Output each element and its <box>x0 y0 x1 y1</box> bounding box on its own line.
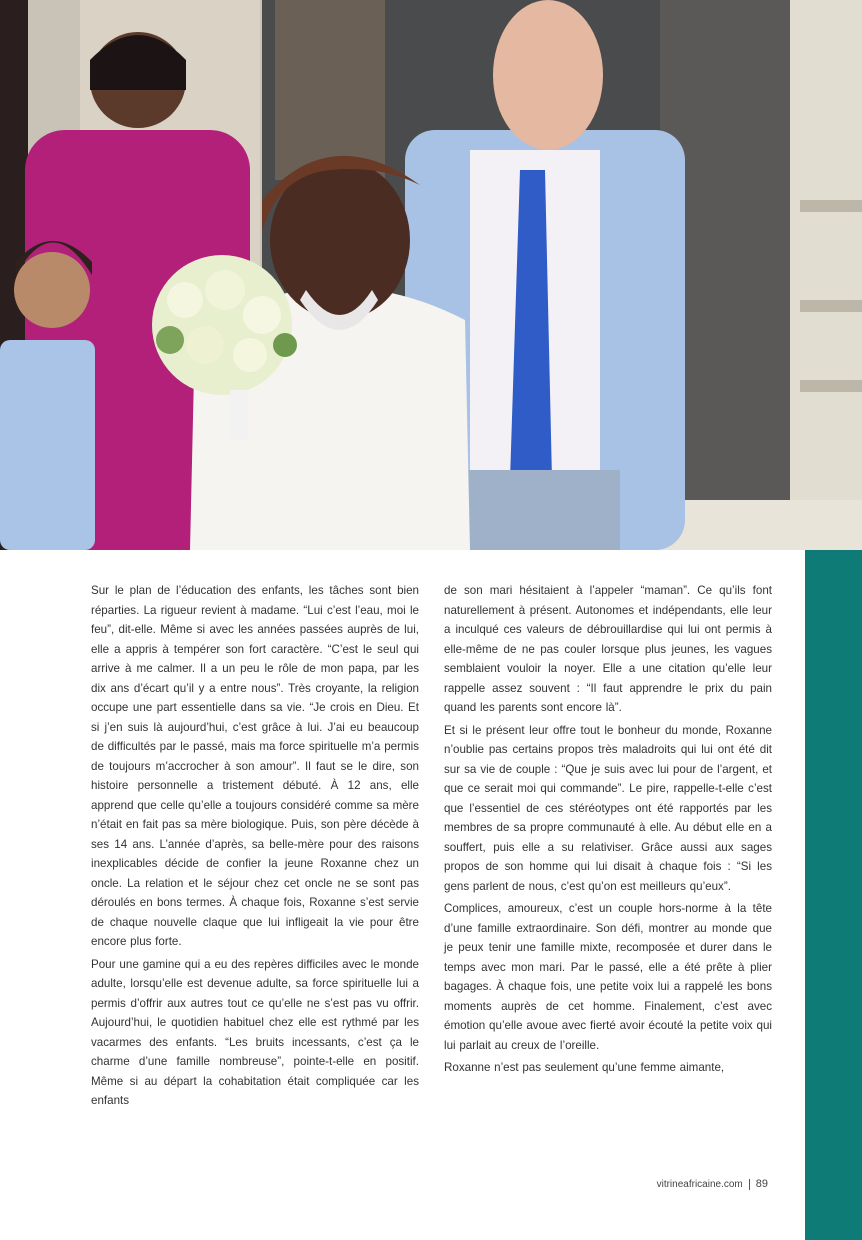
paragraph: Pour une gamine qui a eu des repères difficiles avec le monde adulte, lorsqu’elle est devenue adulte, sa force spirituelle lui a permis d’offrir aux autres tout ce qu’elle ne s’est pas vu offrir. Aujourd’hui, le quotidien habituel chez elle est rythmé par les vacarmes des enfants. “Les bruits incessants, c’est ça le charme d’une famille nombreuse”, pointe-t-elle en positif. Même si au départ la cohabitation était compliquée car les enfants <box>91 957 419 1107</box>
page-footer <box>560 1178 768 1190</box>
paragraph: de son mari hésitaient à l’appeler “maman”. Ce qu’ils font naturellement à présent. Autonomes et indépendants, elle leur a inculqué ces valeurs de débrouillardise qui lui ont permis à elle-même de ne pas couler lorsque plus jeunes, les vagues semblaient vouloir la noyer. Elle a une citation qu’elle leur rappelle assez souvent : “Il faut apprendre le prix du pain quand les parents sont encore là”. <box>444 584 772 714</box>
teal-side-bar <box>805 550 862 1240</box>
article-right-column <box>444 581 772 1081</box>
footer-divider <box>749 1179 750 1190</box>
page-number: 89 <box>755 1178 768 1190</box>
wedding-photo <box>0 0 862 550</box>
website-label: vitrineafricaine.com <box>656 1178 743 1190</box>
wedding-photo-icon <box>0 0 862 550</box>
paragraph: Sur le plan de l’éducation des enfants, les tâches sont bien réparties. La rigueur revient à madame. “Lui c’est l’eau, moi le feu”, dit-elle. Même si avec les années passées auprès de lui, elle a appris à tempérer son fort caractère. “C’est le seul qui arrive à me calmer. Il a un peu le rôle de mon papa, par les dix ans d’écart qu’il y a entre nous”. Très croyante, la religion occupe une part essentielle dans sa vie. “Je crois en Dieu. Et si j’en suis là aujourd’hui, c’est grâce à lui. J’ai eu beaucoup de difficultés par le passé, mais ma force spirituelle m’a permis de toujours m’accrocher à son amour”. Il faut se le dire, son histoire personnelle a tristement débuté. À 12 ans, elle apprend que celle qu’elle a toujours considéré comme sa mère n’était en fait pas sa mère biologique. Puis, son père décède à ses 14 ans. L’année d’après, sa belle-mère pour des raisons inexplicables décide de confier la jeune Roxanne chez un oncle. La relation et le séjour chez cet oncle ne se sont pas déroulés en bons termes. À chaque fois, Roxanne s’est servie de chaque nouvelle claque que lui infligeait la vie pour être encore plus forte. <box>91 584 419 948</box>
article-left-column <box>91 581 419 1114</box>
paragraph: Et si le présent leur offre tout le bonheur du monde, Roxanne n’oublie pas certains propos très maladroits qui lui ont été dit sur sa vie de couple : “Que je suis avec lui pour de l’argent, et que ce serait moi qui commande”. Le pire, rappelle-t-elle c’est que l’essentiel de ces stéréotypes ont été rapportés par les membres de sa propre communauté à elle. Au début elle en a souffert, puis elle a su relativiser. Grâce aussi aux sages propos de son homme qui lui disait à chaque fois : “Si les gens parlent de nous, c’est qu’on est meilleurs qu’eux”. <box>444 723 772 893</box>
paragraph: Roxanne n’est pas seulement qu’une femme aimante, <box>444 1061 725 1074</box>
paragraph: Complices, amoureux, c’est un couple hors-norme à la tête d’une famille extraordinaire. Son défi, montrer au monde que je peux tenir une famille mixte, recomposée et durer dans le temps avec mon mari. Par le passé, elle a été prête à plier bagages. À chaque fois, une petite voix lui a rappelé les bons moments auprès de cet homme. Finalement, c’est avec émotion qu’elle avoue avec fierté avoir écouté la petite voix qui lui parlait au creux de l’oreille. <box>444 902 772 1052</box>
